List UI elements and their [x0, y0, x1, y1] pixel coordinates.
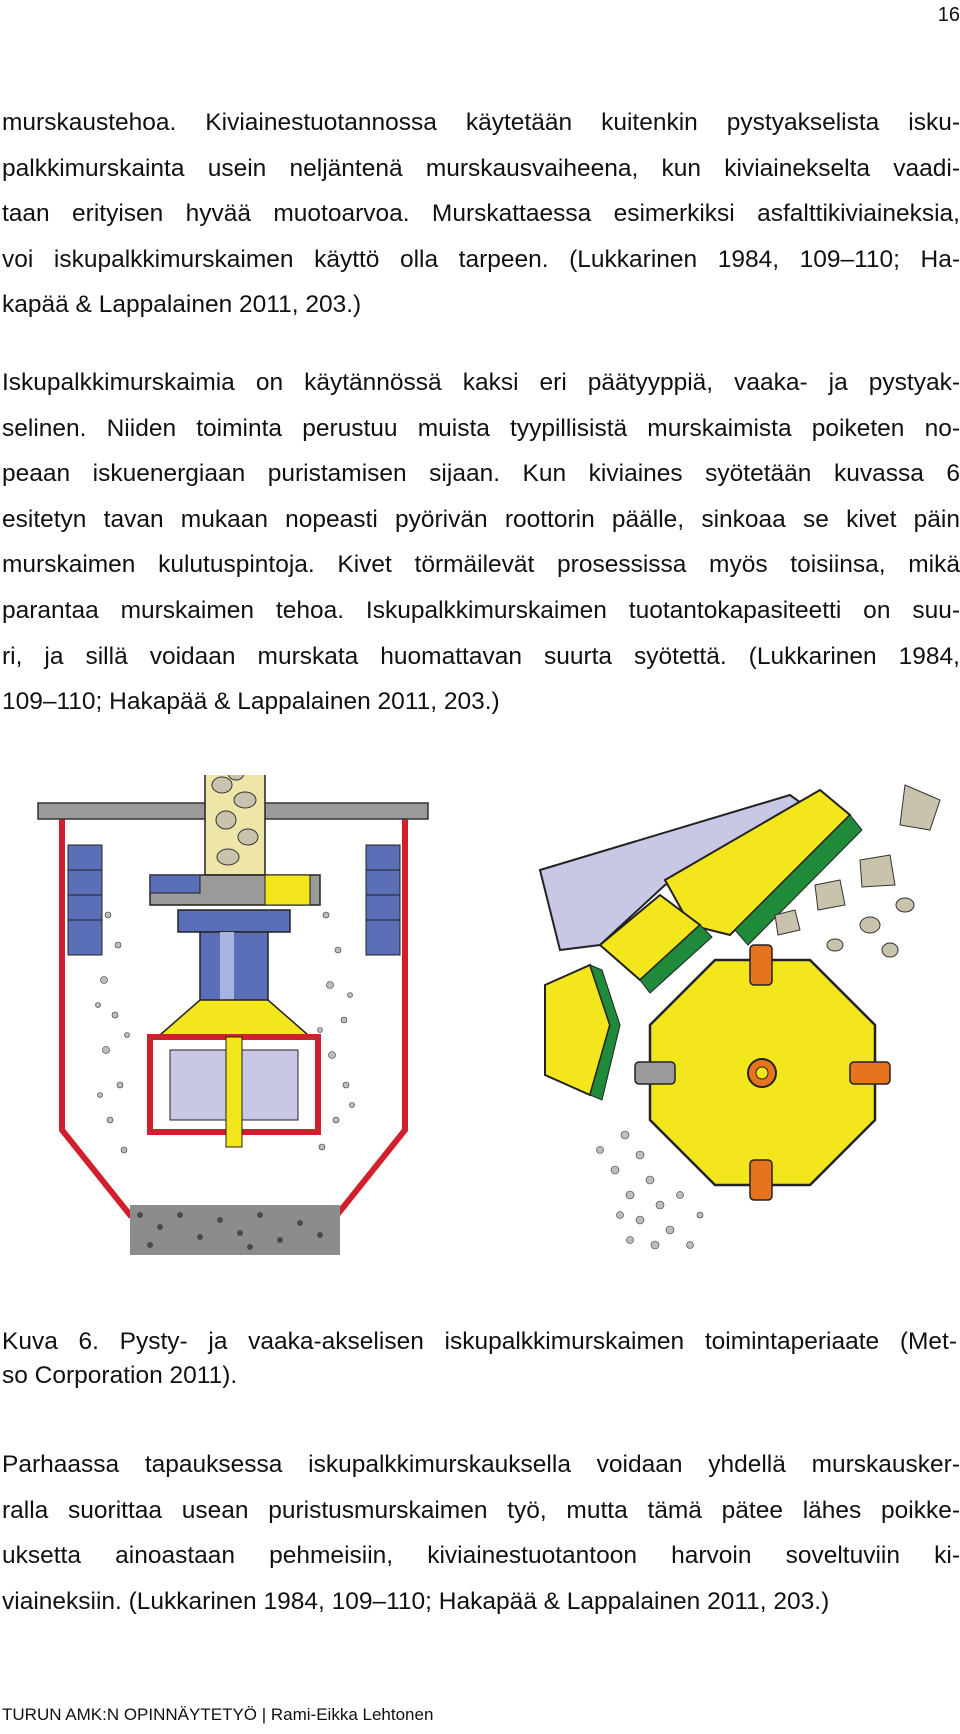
- page-number: 16: [937, 4, 960, 26]
- horizontal-crusher-illustration: [540, 785, 940, 1249]
- text-line: uksetta ainoastaan pehmeisiin, kiviainestuotantoon harvoin soveltuviin ki-: [2, 1542, 960, 1570]
- text-line: kapää & Lappalainen 2011, 203.): [2, 291, 362, 319]
- text-line: taan erityisen hyvää muotoarvoa. Murskattaessa esimerkiksi asfalttikiviaineksia,: [2, 200, 960, 228]
- paragraph-2: [2, 360, 960, 725]
- text-line: voi iskupalkkimurskaimen käyttö olla tarpeen. (Lukkarinen 1984, 109–110; Ha-: [2, 245, 960, 273]
- page-footer: TURUN AMK:N OPINNÄYTETYÖ | Rami-Eikka Lehtonen: [2, 1705, 434, 1724]
- figure-caption: [2, 1325, 957, 1393]
- text-line: esitetyn tavan mukaan nopeasti pyörivän roottorin päälle, sinkoaa se kivet päin: [2, 505, 960, 533]
- text-line: 109–110; Hakapää & Lappalainen 2011, 203.): [2, 688, 500, 716]
- paragraph-1: [2, 100, 960, 328]
- text-line: parantaa murskaimen tehoa. Iskupalkkimurskaimen tuotantokapasiteetti on suu-: [2, 596, 960, 624]
- text-line: ralla suorittaa usean puristusmurskaimen työ, mutta tämä pätee lähes poikke-: [2, 1496, 960, 1524]
- text-line: viaineksiin. (Lukkarinen 1984, 109–110; Hakapää & Lappalainen 2011, 203.): [2, 1587, 830, 1615]
- paragraph-3: [2, 1442, 960, 1624]
- text-line: Parhaassa tapauksessa iskupalkkimurskauksella voidaan yhdellä murskausker-: [2, 1451, 960, 1478]
- text-line: selinen. Niiden toiminta perustuu muista tyypillisistä murskaimista poiketen no-: [2, 414, 960, 442]
- text-line: Iskupalkkimurskaimia on käytännössä kaksi eri päätyyppiä, vaaka- ja pystyak-: [2, 369, 960, 396]
- text-line: ri, ja sillä voidaan murskata huomattavan suurta syötettä. (Lukkarinen 1984,: [2, 642, 960, 670]
- caption-line: Kuva 6. Pysty- ja vaaka-akselisen iskupalkkimurskaimen toimintaperiaate (Met-: [2, 1328, 957, 1355]
- text-line: palkkimurskainta usein neljäntenä murskausvaiheena, kun kiviainekselta vaadi-: [2, 154, 960, 182]
- caption-line: so Corporation 2011).: [2, 1362, 238, 1389]
- text-line: murskaustehoa. Kiviainestuotannossa käytetään kuitenkin pystyakselista isku-: [2, 109, 960, 136]
- crusher-figure: [0, 775, 960, 1285]
- text-line: peaan iskuenergiaan puristamisen sijaan. Kun kiviaines syötetään kuvassa 6: [2, 460, 960, 488]
- vertical-crusher-illustration: [38, 775, 428, 1255]
- text-line: murskaimen kulutuspintoja. Kivet törmäilevät prosessissa myös toisiinsa, mikä: [2, 551, 960, 579]
